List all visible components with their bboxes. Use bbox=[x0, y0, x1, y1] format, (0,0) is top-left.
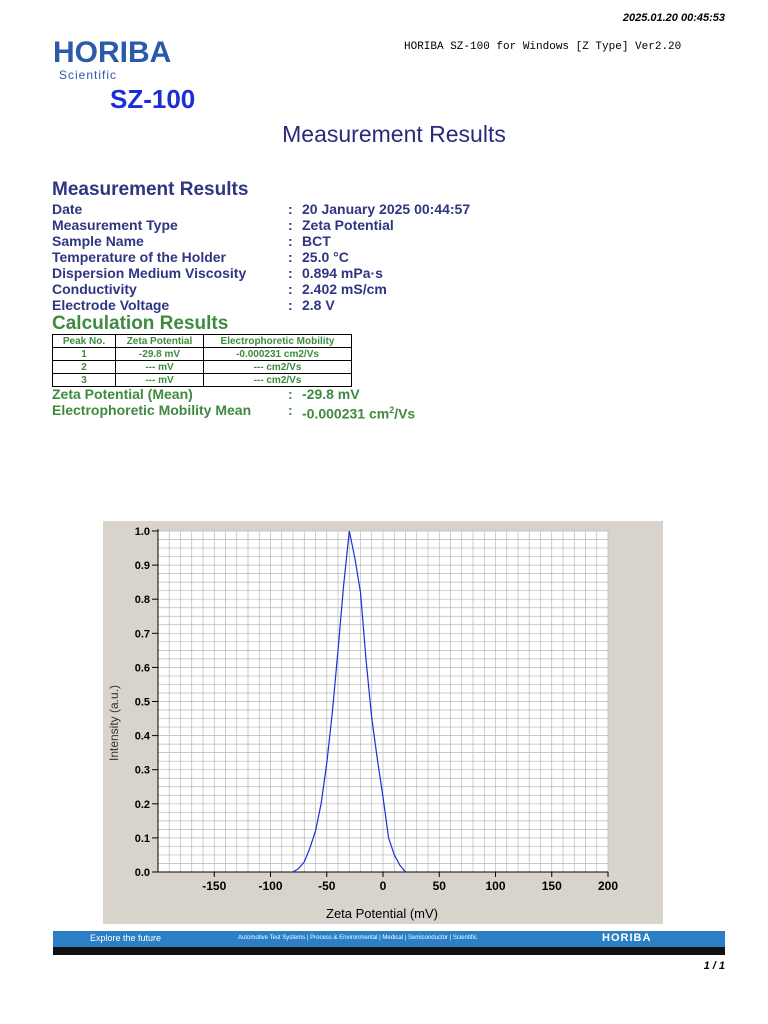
footer-tagline: Explore the future bbox=[90, 933, 162, 943]
mobility-value-unit: /Vs bbox=[394, 405, 416, 422]
mobility-mean-row bbox=[52, 402, 552, 422]
logo-wordmark: HORIBA bbox=[53, 36, 172, 69]
software-version: HORIBA SZ-100 for Windows [Z Type] Ver2.20 bbox=[404, 41, 682, 53]
info-row-temperature bbox=[52, 249, 552, 265]
y-tick-label: 0.1 bbox=[134, 832, 150, 845]
mobility-mean-value bbox=[302, 402, 415, 422]
zeta-potential-chart bbox=[103, 521, 663, 924]
info-label: Electrode Voltage bbox=[52, 297, 170, 313]
chart-grid bbox=[158, 531, 608, 872]
table-cell: --- mV bbox=[116, 361, 204, 374]
info-label: Dispersion Medium Viscosity bbox=[52, 265, 247, 281]
info-colon: : bbox=[288, 281, 293, 297]
y-tick-label: 0.8 bbox=[134, 594, 150, 607]
zeta-mean-row bbox=[52, 386, 552, 402]
mean-results bbox=[52, 386, 552, 422]
mean-colon: : bbox=[288, 402, 293, 418]
mean-colon: : bbox=[288, 386, 293, 402]
x-tick-label: 100 bbox=[485, 879, 506, 893]
info-label: Measurement Type bbox=[52, 217, 178, 233]
info-value: Zeta Potential bbox=[302, 217, 394, 233]
info-colon: : bbox=[288, 297, 293, 313]
zeta-mean-value: -29.8 mV bbox=[302, 386, 360, 402]
footer-line bbox=[53, 947, 725, 955]
measurement-info bbox=[52, 201, 552, 313]
x-tick-label: -100 bbox=[258, 879, 283, 893]
table-row bbox=[53, 361, 352, 374]
measurement-results-heading: Measurement Results bbox=[52, 179, 249, 200]
logo-subtitle: Scientific bbox=[59, 68, 118, 82]
y-tick-label: 1.0 bbox=[134, 526, 150, 538]
x-tick-label: 0 bbox=[379, 879, 387, 893]
info-label: Temperature of the Holder bbox=[52, 249, 226, 265]
info-colon: : bbox=[288, 233, 293, 249]
info-label: Date bbox=[52, 201, 83, 217]
info-colon: : bbox=[288, 249, 293, 265]
chart-svg bbox=[103, 521, 663, 924]
info-colon: : bbox=[288, 201, 293, 217]
table-row bbox=[53, 348, 352, 361]
table-cell: --- cm2/Vs bbox=[204, 361, 352, 374]
table-cell: -0.000231 cm2/Vs bbox=[204, 348, 352, 361]
x-tick-label: -150 bbox=[202, 879, 227, 893]
mobility-value-main: -0.000231 cm bbox=[302, 405, 390, 422]
y-tick-label: 0.0 bbox=[134, 867, 150, 879]
info-label: Conductivity bbox=[52, 281, 137, 297]
y-tick-label: 0.5 bbox=[134, 696, 150, 709]
horiba-logo bbox=[53, 38, 171, 82]
footer-divisions: Automotive Test Systems | Process & Environmental | Medical | Semiconductor | Scientific bbox=[238, 935, 477, 941]
table-cell: 3 bbox=[53, 374, 116, 387]
info-row-viscosity bbox=[52, 265, 552, 281]
info-colon: : bbox=[288, 265, 293, 281]
x-tick-label: 50 bbox=[432, 879, 446, 893]
info-row-electrode-voltage bbox=[52, 297, 552, 313]
zeta-mean-label: Zeta Potential (Mean) bbox=[52, 386, 193, 402]
column-header: Peak No. bbox=[53, 335, 116, 348]
x-tick-label: 200 bbox=[597, 879, 619, 893]
table-cell: -29.8 mV bbox=[116, 348, 204, 361]
calculation-results-heading: Calculation Results bbox=[52, 313, 229, 334]
footer-horiba-logo: HORIBA bbox=[602, 932, 652, 944]
peak-table bbox=[52, 334, 352, 387]
table-header-row bbox=[53, 335, 352, 348]
y-tick-label: 0.7 bbox=[134, 628, 150, 641]
info-value: 0.894 mPa·s bbox=[302, 265, 383, 281]
y-tick-label: 0.4 bbox=[134, 730, 150, 743]
info-colon: : bbox=[288, 217, 293, 233]
mobility-mean-label: Electrophoretic Mobility Mean bbox=[52, 402, 252, 418]
info-value: 2.402 mS/cm bbox=[302, 281, 387, 297]
page-number: 1 / 1 bbox=[703, 960, 725, 972]
y-tick-label: 0.6 bbox=[134, 662, 150, 675]
table-row bbox=[53, 374, 352, 387]
column-header: Electrophoretic Mobility bbox=[204, 335, 352, 348]
x-axis-label: Zeta Potential (mV) bbox=[326, 906, 438, 921]
column-header: Zeta Potential bbox=[116, 335, 204, 348]
y-axis-label: Intensity (a.u.) bbox=[107, 684, 121, 762]
x-tick-label: -50 bbox=[318, 879, 336, 893]
info-row-conductivity bbox=[52, 281, 552, 297]
table-cell: --- mV bbox=[116, 374, 204, 387]
instrument-model: SZ-100 bbox=[110, 84, 196, 114]
table-cell: 1 bbox=[53, 348, 116, 361]
info-row-sample-name bbox=[52, 233, 552, 249]
info-value: 20 January 2025 00:44:57 bbox=[302, 201, 471, 217]
info-label: Sample Name bbox=[52, 233, 144, 249]
x-tick-label: 150 bbox=[541, 879, 562, 893]
document-title: Measurement Results bbox=[282, 121, 506, 147]
y-tick-label: 0.3 bbox=[134, 764, 150, 777]
y-tick-label: 0.2 bbox=[134, 798, 150, 811]
info-value: 25.0 °C bbox=[302, 249, 349, 265]
info-row-date bbox=[52, 201, 552, 217]
info-row-measurement-type bbox=[52, 217, 552, 233]
info-value: BCT bbox=[302, 233, 331, 249]
y-tick-label: 0.9 bbox=[134, 560, 150, 573]
mobility-value-exponent: 2 bbox=[389, 405, 395, 415]
print-timestamp: 2025.01.20 00:45:53 bbox=[622, 12, 725, 24]
table-cell: --- cm2/Vs bbox=[204, 374, 352, 387]
table-cell: 2 bbox=[53, 361, 116, 374]
info-value: 2.8 V bbox=[302, 297, 335, 313]
